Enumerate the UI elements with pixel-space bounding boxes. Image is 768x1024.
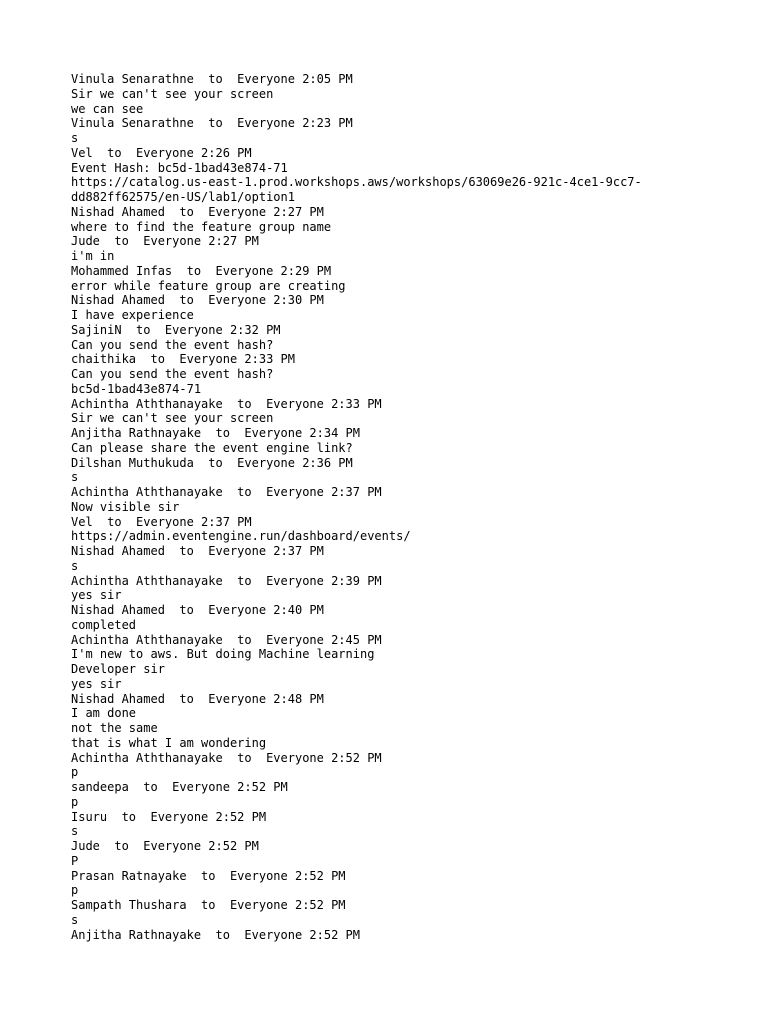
transcript-line: p (71, 883, 79, 898)
transcript-line: s (71, 912, 79, 927)
transcript-line: Vinula Senarathne to Everyone 2:23 PM (71, 116, 353, 131)
transcript-line: yes sir (71, 676, 122, 691)
transcript-line: p (71, 765, 79, 780)
transcript-line: Anjitha Rathnayake to Everyone 2:52 PM (71, 927, 360, 942)
transcript-line: I'm new to aws. But doing Machine learning (71, 647, 375, 662)
transcript-line: Vinula Senarathne to Everyone 2:05 PM (71, 72, 353, 86)
transcript-line: Can you send the event hash? (71, 337, 274, 352)
chat-transcript (71, 72, 761, 942)
transcript-line: s (71, 470, 79, 485)
transcript-line: Nishad Ahamed to Everyone 2:37 PM (71, 544, 324, 558)
transcript-line: Achintha Aththanayake to Everyone 2:52 PM (71, 750, 382, 765)
transcript-line: I have experience (71, 308, 194, 322)
transcript-line: s (71, 558, 79, 573)
transcript-line: i'm in (71, 249, 115, 263)
transcript-line: Sir we can't see your screen (71, 411, 274, 426)
transcript-line: Sampath Thushara to Everyone 2:52 PM (71, 898, 346, 912)
transcript-line: P (71, 853, 79, 868)
transcript-line: Jude to Everyone 2:27 PM (71, 234, 259, 249)
transcript-line: Achintha Aththanayake to Everyone 2:45 PM (71, 632, 382, 647)
transcript-line: chaithika to Everyone 2:33 PM (71, 352, 295, 367)
transcript-line: Now visible sir (71, 499, 180, 514)
transcript-line: that is what I am wondering (71, 735, 267, 750)
transcript-line: dd882ff62575/en-US/lab1/option1 (71, 190, 295, 204)
transcript-line: sandeepa to Everyone 2:52 PM (71, 780, 288, 794)
transcript-line: completed (71, 617, 137, 632)
transcript-line: SajiniN to Everyone 2:32 PM (71, 322, 281, 337)
transcript-line: https://admin.eventengine.run/dashboard/events/ (71, 529, 411, 544)
transcript-line: Mohammed Infas to Everyone 2:29 PM (71, 263, 332, 278)
transcript-line: Achintha Aththanayake to Everyone 2:39 PM (71, 573, 382, 588)
transcript-line: Vel to Everyone 2:26 PM (71, 145, 252, 160)
transcript-line: Nishad Ahamed to Everyone 2:48 PM (71, 691, 324, 706)
transcript-line: Vel to Everyone 2:37 PM (71, 514, 252, 529)
transcript-line: Achintha Aththanayake to Everyone 2:37 PM (71, 485, 382, 499)
transcript-line: s (71, 824, 79, 839)
transcript-line: Isuru to Everyone 2:52 PM (71, 809, 267, 824)
transcript-line: Sir we can't see your screen (71, 86, 274, 101)
transcript-line: Can please share the event engine link? (71, 440, 353, 455)
transcript-line: Jude to Everyone 2:52 PM (71, 839, 259, 853)
transcript-line: Achintha Aththanayake to Everyone 2:33 PM (71, 396, 382, 411)
transcript-line: error while feature group are creating (71, 278, 346, 293)
transcript-line: Nishad Ahamed to Everyone 2:30 PM (71, 293, 324, 308)
transcript-line: Prasan Ratnayake to Everyone 2:52 PM (71, 868, 346, 883)
transcript-line: not the same (71, 721, 158, 735)
transcript-line: https://catalog.us-east-1.prod.workshops.aws/workshops/63069e26-921c-4ce1-9cc7- (71, 175, 642, 190)
transcript-line: Can you send the event hash? (71, 367, 274, 381)
transcript-line: Nishad Ahamed to Everyone 2:40 PM (71, 603, 324, 617)
document-page (71, 72, 761, 942)
transcript-line: Developer sir (71, 662, 165, 676)
transcript-line: Anjitha Rathnayake to Everyone 2:34 PM (71, 426, 360, 440)
transcript-line: bc5d-1bad43e874-71 (71, 381, 202, 396)
transcript-line: p (71, 794, 79, 809)
transcript-line: I am done (71, 706, 137, 721)
transcript-line: where to find the feature group name (71, 219, 332, 234)
transcript-line: yes sir (71, 588, 122, 603)
transcript-line: we can see (71, 101, 144, 116)
transcript-line: Event Hash: bc5d-1bad43e874-71 (71, 160, 288, 175)
transcript-line: Dilshan Muthukuda to Everyone 2:36 PM (71, 455, 353, 470)
transcript-line: s (71, 131, 79, 145)
transcript-line: Nishad Ahamed to Everyone 2:27 PM (71, 204, 324, 219)
